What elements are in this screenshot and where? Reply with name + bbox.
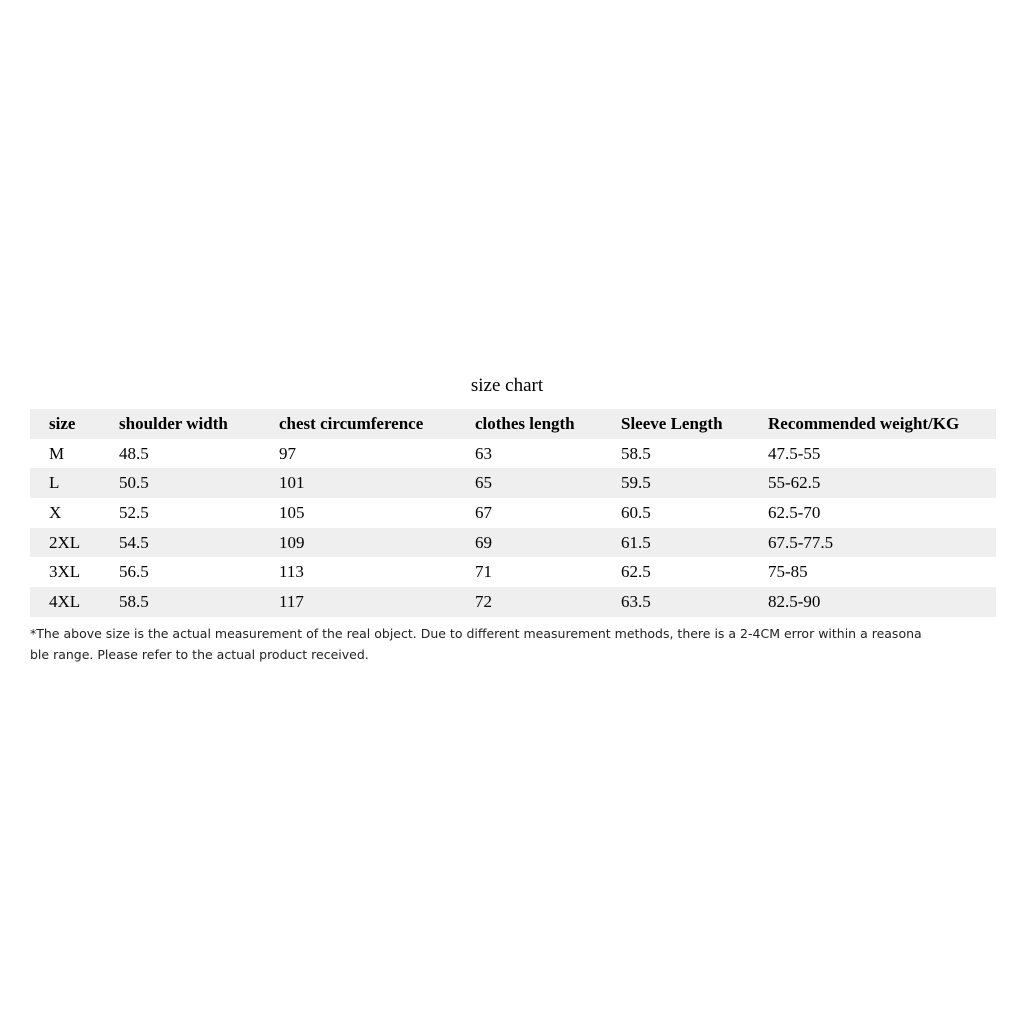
header-chest-circumference: chest circumference <box>279 409 475 439</box>
table-row <box>30 468 996 498</box>
cell-recommended-weight: 55-62.5 <box>768 468 996 498</box>
table-row <box>30 587 996 617</box>
cell-clothes-length: 63 <box>475 443 492 463</box>
cell-clothes-length: 67 <box>475 502 492 522</box>
cell-size: M <box>49 443 65 463</box>
table-row <box>30 528 996 558</box>
cell-sleeve-length: 60.5 <box>621 502 651 522</box>
cell-shoulder-width: 56.5 <box>119 562 149 582</box>
cell-size: 4XL <box>30 587 119 617</box>
cell-size: X <box>49 502 62 522</box>
cell-chest-circumference: 109 <box>279 528 475 558</box>
cell-recommended-weight: 47.5-55 <box>768 443 821 463</box>
cell-size: L <box>30 468 119 498</box>
cell-chest-circumference: 105 <box>279 502 305 522</box>
table-row <box>30 557 996 587</box>
table-row <box>30 439 996 469</box>
cell-chest-circumference: 101 <box>279 468 475 498</box>
cell-size: 3XL <box>49 562 81 582</box>
cell-clothes-length: 72 <box>475 587 621 617</box>
cell-shoulder-width: 54.5 <box>119 528 279 558</box>
cell-clothes-length: 65 <box>475 468 621 498</box>
cell-recommended-weight: 67.5-77.5 <box>768 528 996 558</box>
cell-shoulder-width: 58.5 <box>119 587 279 617</box>
cell-chest-circumference: 113 <box>279 562 304 582</box>
page-title: size chart <box>470 375 544 396</box>
footnote-line: *The above size is the actual measurement of the real object. Due to different measurement methods, there is a 2-4CM error within a reasona <box>30 626 922 641</box>
footnote-line: ble range. Please refer to the actual product received. <box>30 647 369 662</box>
header-recommended-weight: Recommended weight/KG <box>768 409 996 439</box>
measurement-footnote <box>30 623 996 665</box>
cell-recommended-weight: 62.5-70 <box>768 502 821 522</box>
cell-chest-circumference: 117 <box>279 587 475 617</box>
table-row <box>30 498 996 528</box>
cell-sleeve-length: 58.5 <box>621 443 651 463</box>
cell-sleeve-length: 59.5 <box>621 468 768 498</box>
cell-chest-circumference: 97 <box>279 443 296 463</box>
header-size: size <box>30 409 119 439</box>
size-chart-table <box>30 409 996 617</box>
cell-shoulder-width: 50.5 <box>119 468 279 498</box>
header-sleeve-length: Sleeve Length <box>621 409 768 439</box>
cell-recommended-weight: 75-85 <box>768 562 808 582</box>
cell-clothes-length: 71 <box>475 562 492 582</box>
cell-sleeve-length: 62.5 <box>621 562 651 582</box>
cell-shoulder-width: 52.5 <box>119 502 149 522</box>
cell-recommended-weight: 82.5-90 <box>768 587 996 617</box>
cell-clothes-length: 69 <box>475 528 621 558</box>
cell-shoulder-width: 48.5 <box>119 443 149 463</box>
cell-size: 2XL <box>30 528 119 558</box>
table-header-row <box>30 409 996 439</box>
cell-sleeve-length: 61.5 <box>621 528 768 558</box>
cell-sleeve-length: 63.5 <box>621 587 768 617</box>
header-clothes-length: clothes length <box>475 409 621 439</box>
header-shoulder-width: shoulder width <box>119 409 279 439</box>
